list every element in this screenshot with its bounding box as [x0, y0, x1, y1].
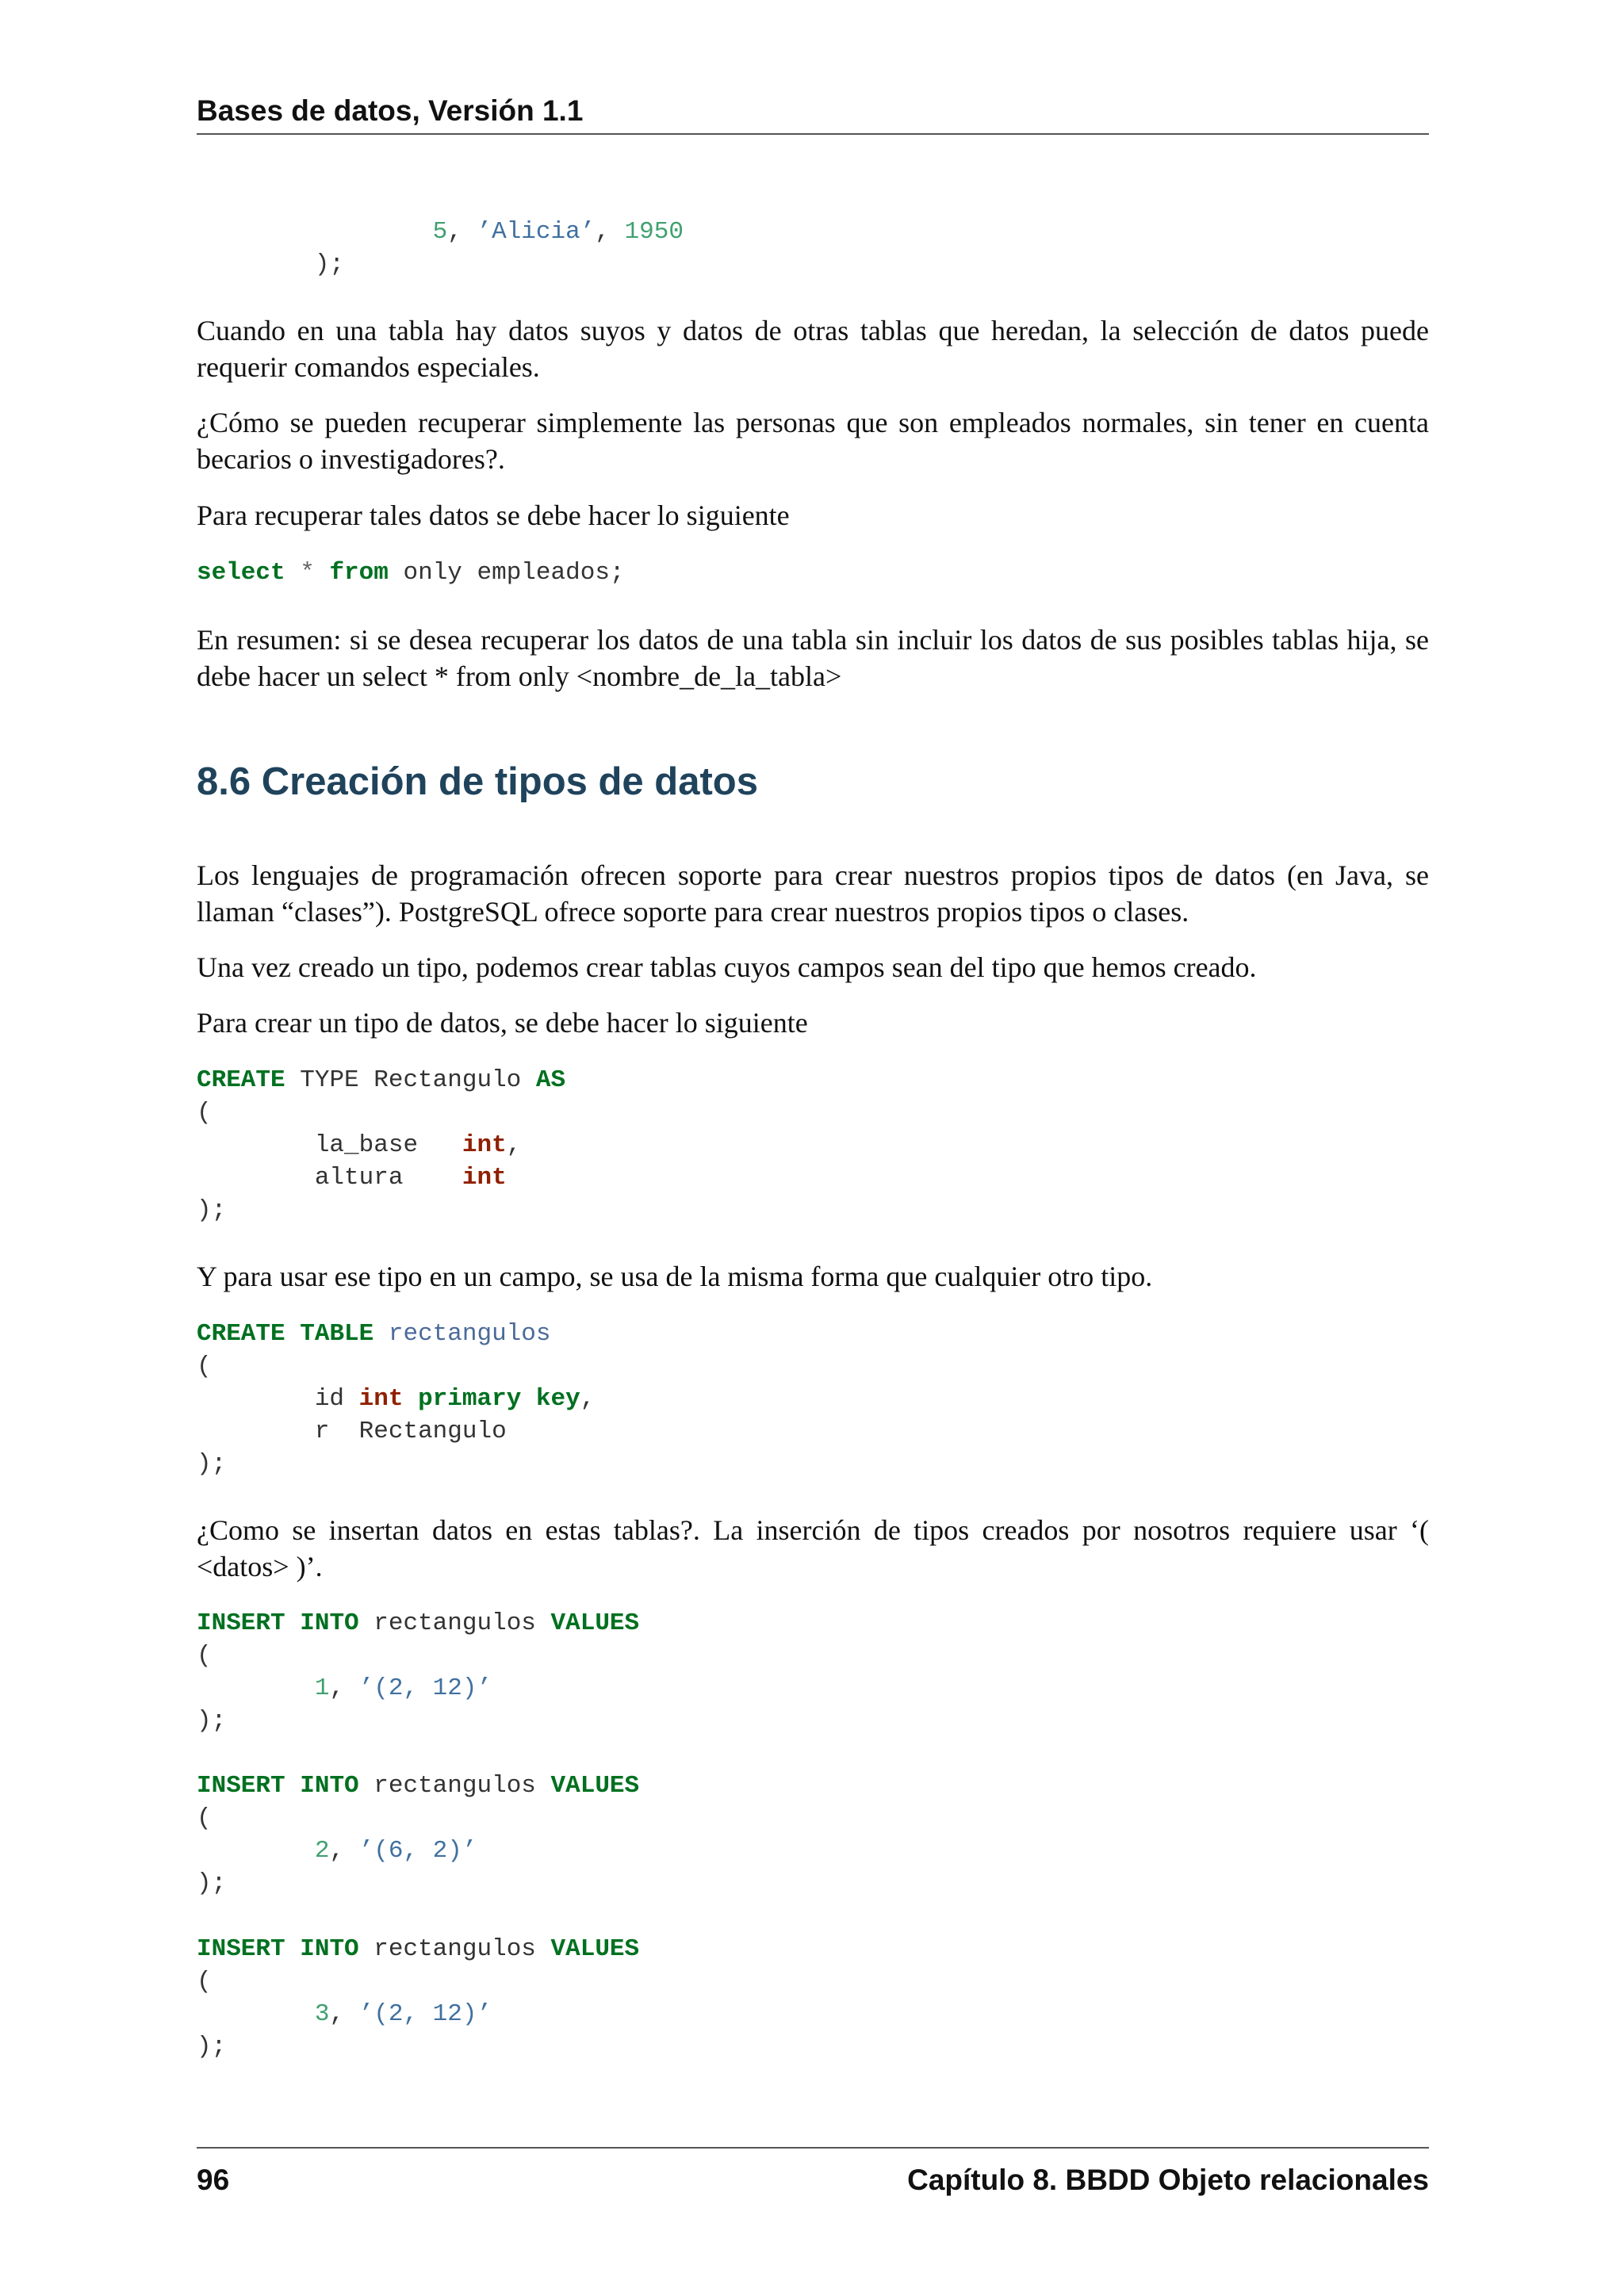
code-keyword: VALUES [550, 1935, 640, 1963]
paragraph: En resumen: si se desea recuperar los datos de una tabla sin incluir los datos de sus posibles tablas hija, se debe hacer un select * from only <nombre_de_la_tabla> [197, 624, 1429, 692]
code-close: ); [197, 1196, 227, 1224]
code-keyword: INSERT [197, 1935, 285, 1963]
code-open: ( [197, 1968, 212, 1996]
paragraph: Cuando en una tabla hay datos suyos y datos de otras tablas que heredan, la selección de datos puede requerir comandos especiales. [197, 315, 1429, 383]
code-punct: , [447, 218, 477, 246]
code-keyword: VALUES [550, 1772, 640, 1800]
code-keyword: CREATE [197, 1066, 285, 1094]
code-close: ); [197, 1450, 227, 1478]
code-open: ( [197, 1642, 212, 1670]
code-field: id [314, 1385, 345, 1413]
code-keyword: INSERT [197, 1772, 285, 1800]
code-number: 1 [314, 1674, 330, 1702]
running-footer [197, 2147, 1429, 2204]
code-type: int [358, 1385, 404, 1413]
code-block-insert: INSERT INTO rectangulos VALUES ( 2, ’(6, 2)’ ); [197, 1772, 640, 1897]
code-keyword: INTO [300, 1772, 359, 1800]
code-keyword: INSERT [197, 1609, 285, 1637]
code-keyword: from [329, 559, 389, 587]
paragraph: Para crear un tipo de datos, se debe hacer lo siguiente [197, 1007, 808, 1039]
code-number: 5 [432, 218, 448, 246]
code-block-create-table [197, 1318, 595, 1480]
code-close: ); [197, 1707, 227, 1735]
code-close: ); [197, 1869, 227, 1897]
code-type: int [462, 1164, 507, 1192]
code-table-name: rectangulos [388, 1320, 551, 1348]
paragraph: ¿Como se insertan datos en estas tablas?. La inserción de tipos creados por nosotros requiere usar ‘( <datos> )’. [197, 1514, 1429, 1582]
code-number: 1950 [624, 218, 684, 246]
code-keyword: INTO [300, 1609, 359, 1637]
code-block-create-type [197, 1064, 565, 1226]
code-keyword: TABLE [300, 1320, 374, 1348]
section-number: 8.6 [197, 760, 251, 803]
code-field: la_base [314, 1131, 419, 1159]
paragraph: Los lenguajes de programación ofrecen soporte para crear nuestros propios tipos de datos (en Java, se llaman “clases”). PostgreSQL ofrece soporte para crear nuestros propios tipos o clases. [197, 859, 1429, 928]
document-page [197, 0, 1429, 2296]
code-keyword: INTO [300, 1935, 359, 1963]
code-open: ( [197, 1099, 212, 1127]
code-field: altura [314, 1164, 404, 1192]
code-keyword: select [197, 559, 285, 587]
code-keyword: CREATE [197, 1320, 285, 1348]
code-text: only empleados; [403, 559, 625, 587]
code-string: ’(2, 12)’ [358, 2000, 492, 2028]
code-block-insert: INSERT INTO rectangulos VALUES ( 3, ’(2, 12)’ ); [197, 1935, 640, 2061]
code-close: ); [314, 251, 345, 278]
code-type: int [462, 1131, 507, 1159]
code-open: ( [197, 1353, 212, 1380]
code-string: ’(2, 12)’ [358, 1674, 492, 1702]
code-block-select-only [197, 557, 625, 589]
code-number: 3 [314, 2000, 330, 2028]
code-punct: , [595, 218, 625, 246]
code-keyword: VALUES [550, 1609, 640, 1637]
paragraph: Una vez creado un tipo, podemos crear tablas cuyos campos sean del tipo que hemos creado. [197, 951, 1257, 983]
running-header [197, 89, 1429, 135]
code-open: ( [197, 1804, 212, 1832]
code-field: r [314, 1418, 330, 1445]
code-string: ’Alicia’ [477, 218, 596, 246]
paragraph: Y para usar ese tipo en un campo, se usa de la misma forma que cualquier otro tipo. [197, 1261, 1153, 1292]
code-block-insert-continuation [197, 216, 684, 281]
code-close: ); [197, 2033, 227, 2061]
code-text: TYPE Rectangulo [300, 1066, 522, 1094]
code-text: rectangulos [373, 1609, 536, 1637]
code-text: rectangulos [373, 1935, 536, 1963]
code-number: 2 [314, 1837, 330, 1865]
page-number: 96 [197, 2164, 230, 2196]
code-block-insert: INSERT INTO rectangulos VALUES ( 1, ’(2, 12)’ ); [197, 1609, 640, 1735]
code-punct: , [506, 1131, 522, 1159]
paragraph: Para recuperar tales datos se debe hacer lo siguiente [197, 499, 790, 531]
code-text: rectangulos [373, 1772, 536, 1800]
code-keyword: primary key [418, 1385, 580, 1413]
header-title: Bases de datos, Versión 1.1 [197, 94, 584, 127]
code-punct: , [580, 1385, 596, 1413]
code-string: ’(6, 2)’ [358, 1837, 477, 1865]
code-operator: * [300, 559, 315, 587]
section-heading [197, 760, 758, 804]
paragraph: ¿Cómo se pueden recuperar simplemente las personas que son empleados normales, sin tener en cuenta becarios o investigadores?. [197, 407, 1429, 475]
section-title: Creación de tipos de datos [261, 760, 758, 803]
footer-chapter: Capítulo 8. BBDD Objeto relacionales [907, 2164, 1429, 2196]
code-keyword: AS [535, 1066, 566, 1094]
code-text: Rectangulo [358, 1418, 507, 1445]
